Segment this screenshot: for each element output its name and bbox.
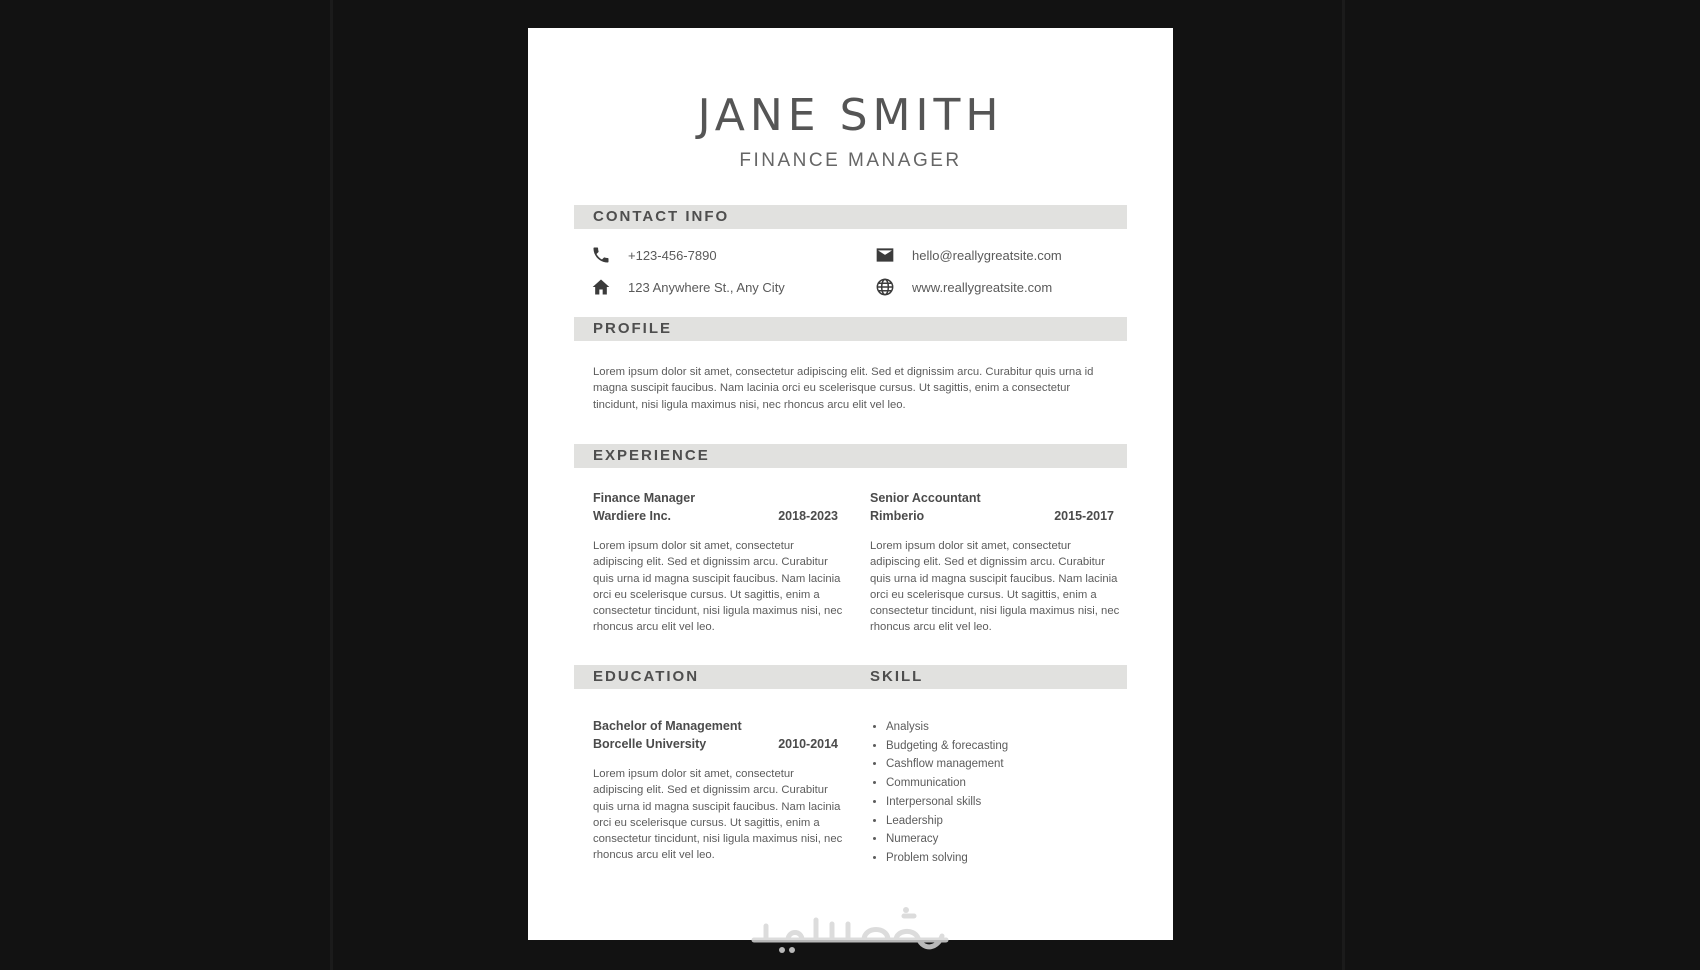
contact-address: 123 Anywhere St., Any City xyxy=(628,279,785,295)
profile-text: Lorem ipsum dolor sit amet, consectetur adipiscing elit. Sed et dignissim arcu. Curabitur quis urna id magna suscipit faucibus. Nam lacinia orci eu scelerisque cursus. Ut sagittis, enim a consectetur tincidunt, nisi ligula maximus nisi, nec rhoncus arcu elit vel leo. xyxy=(593,366,1094,411)
contact-section-title: CONTACT INFO xyxy=(593,208,730,225)
contact-address-row xyxy=(591,276,785,298)
contact-phone-row xyxy=(591,244,717,266)
job-years: 2015-2017 xyxy=(1054,509,1114,523)
skill-item: • Budgeting & forecasting xyxy=(886,737,1008,756)
resume-page xyxy=(528,28,1173,940)
profile-section-title: PROFILE xyxy=(593,320,673,337)
skill-item: • Problem solving xyxy=(886,849,1008,868)
resume-job-title: FINANCE MANAGER xyxy=(739,150,962,171)
job-description: Lorem ipsum dolor sit amet, consectetur adipiscing elit. Sed et dignissim arcu. Curabitur quis urna id magna suscipit faucibus. Nam lacinia orci eu scelerisque cursus. Ut sagittis, enim a consectetur tincidunt, nisi ligula maximus nisi, nec rhoncus arcu elit vel leo. xyxy=(870,540,1120,634)
envelope-icon xyxy=(875,245,895,265)
education-degree: Bachelor of Management xyxy=(593,719,742,733)
skill-item: • Analysis xyxy=(886,718,1008,737)
background-stripe xyxy=(1342,0,1345,970)
contact-section-bar xyxy=(574,205,1127,229)
job-title: Finance Manager xyxy=(593,491,696,505)
phone-icon xyxy=(591,245,611,265)
home-icon xyxy=(591,277,611,297)
skill-item: • Numeracy xyxy=(886,830,1008,849)
skill-item: • Interpersonal skills xyxy=(886,793,1008,812)
experience-section-title: EXPERIENCE xyxy=(593,447,710,464)
skill-item: • Communication xyxy=(886,774,1008,793)
job-company: Rimberio xyxy=(870,509,925,523)
contact-email-row xyxy=(875,244,1062,266)
resume-name: JANE SMITH xyxy=(697,90,1004,141)
contact-website-row xyxy=(875,276,1052,298)
education-section-title: EDUCATION xyxy=(593,668,700,685)
job-description: Lorem ipsum dolor sit amet, consectetur adipiscing elit. Sed et dignissim arcu. Curabitur quis urna id magna suscipit faucibus. Nam lacinia orci eu scelerisque cursus. Ut sagittis, enim a consectetur tincidunt, nisi ligula maximus nisi, nec rhoncus arcu elit vel leo. xyxy=(593,540,843,634)
job-company: Wardiere Inc. xyxy=(593,509,672,523)
education-description: Lorem ipsum dolor sit amet, consectetur adipiscing elit. Sed et dignissim arcu. Curabitur quis urna id magna suscipit faucibus. Nam lacinia orci eu scelerisque cursus. Ut sagittis, enim a consectetur tincidunt, nisi ligula maximus nisi, nec rhoncus arcu elit vel leo. xyxy=(593,768,843,862)
education-years: 2010-2014 xyxy=(778,737,838,751)
contact-phone: +123-456-7890 xyxy=(628,247,717,263)
skill-item: • Cashflow management xyxy=(886,755,1008,774)
education-school: Borcelle University xyxy=(593,737,707,751)
education-skill-section-bar xyxy=(574,665,1127,689)
contact-email[interactable]: hello@reallygreatsite.com xyxy=(912,247,1062,263)
skills-list xyxy=(870,718,1008,868)
contact-website[interactable]: www.reallygreatsite.com xyxy=(912,279,1053,295)
experience-section-bar xyxy=(574,444,1127,468)
globe-icon xyxy=(875,277,895,297)
job-years: 2018-2023 xyxy=(778,509,838,523)
job-title: Senior Accountant xyxy=(870,491,981,505)
background-stripe xyxy=(330,0,333,970)
skill-item: • Leadership xyxy=(886,812,1008,831)
skill-section-title: SKILL xyxy=(870,668,924,685)
khamsat-watermark-logo xyxy=(746,902,956,956)
profile-section-bar xyxy=(574,317,1127,341)
